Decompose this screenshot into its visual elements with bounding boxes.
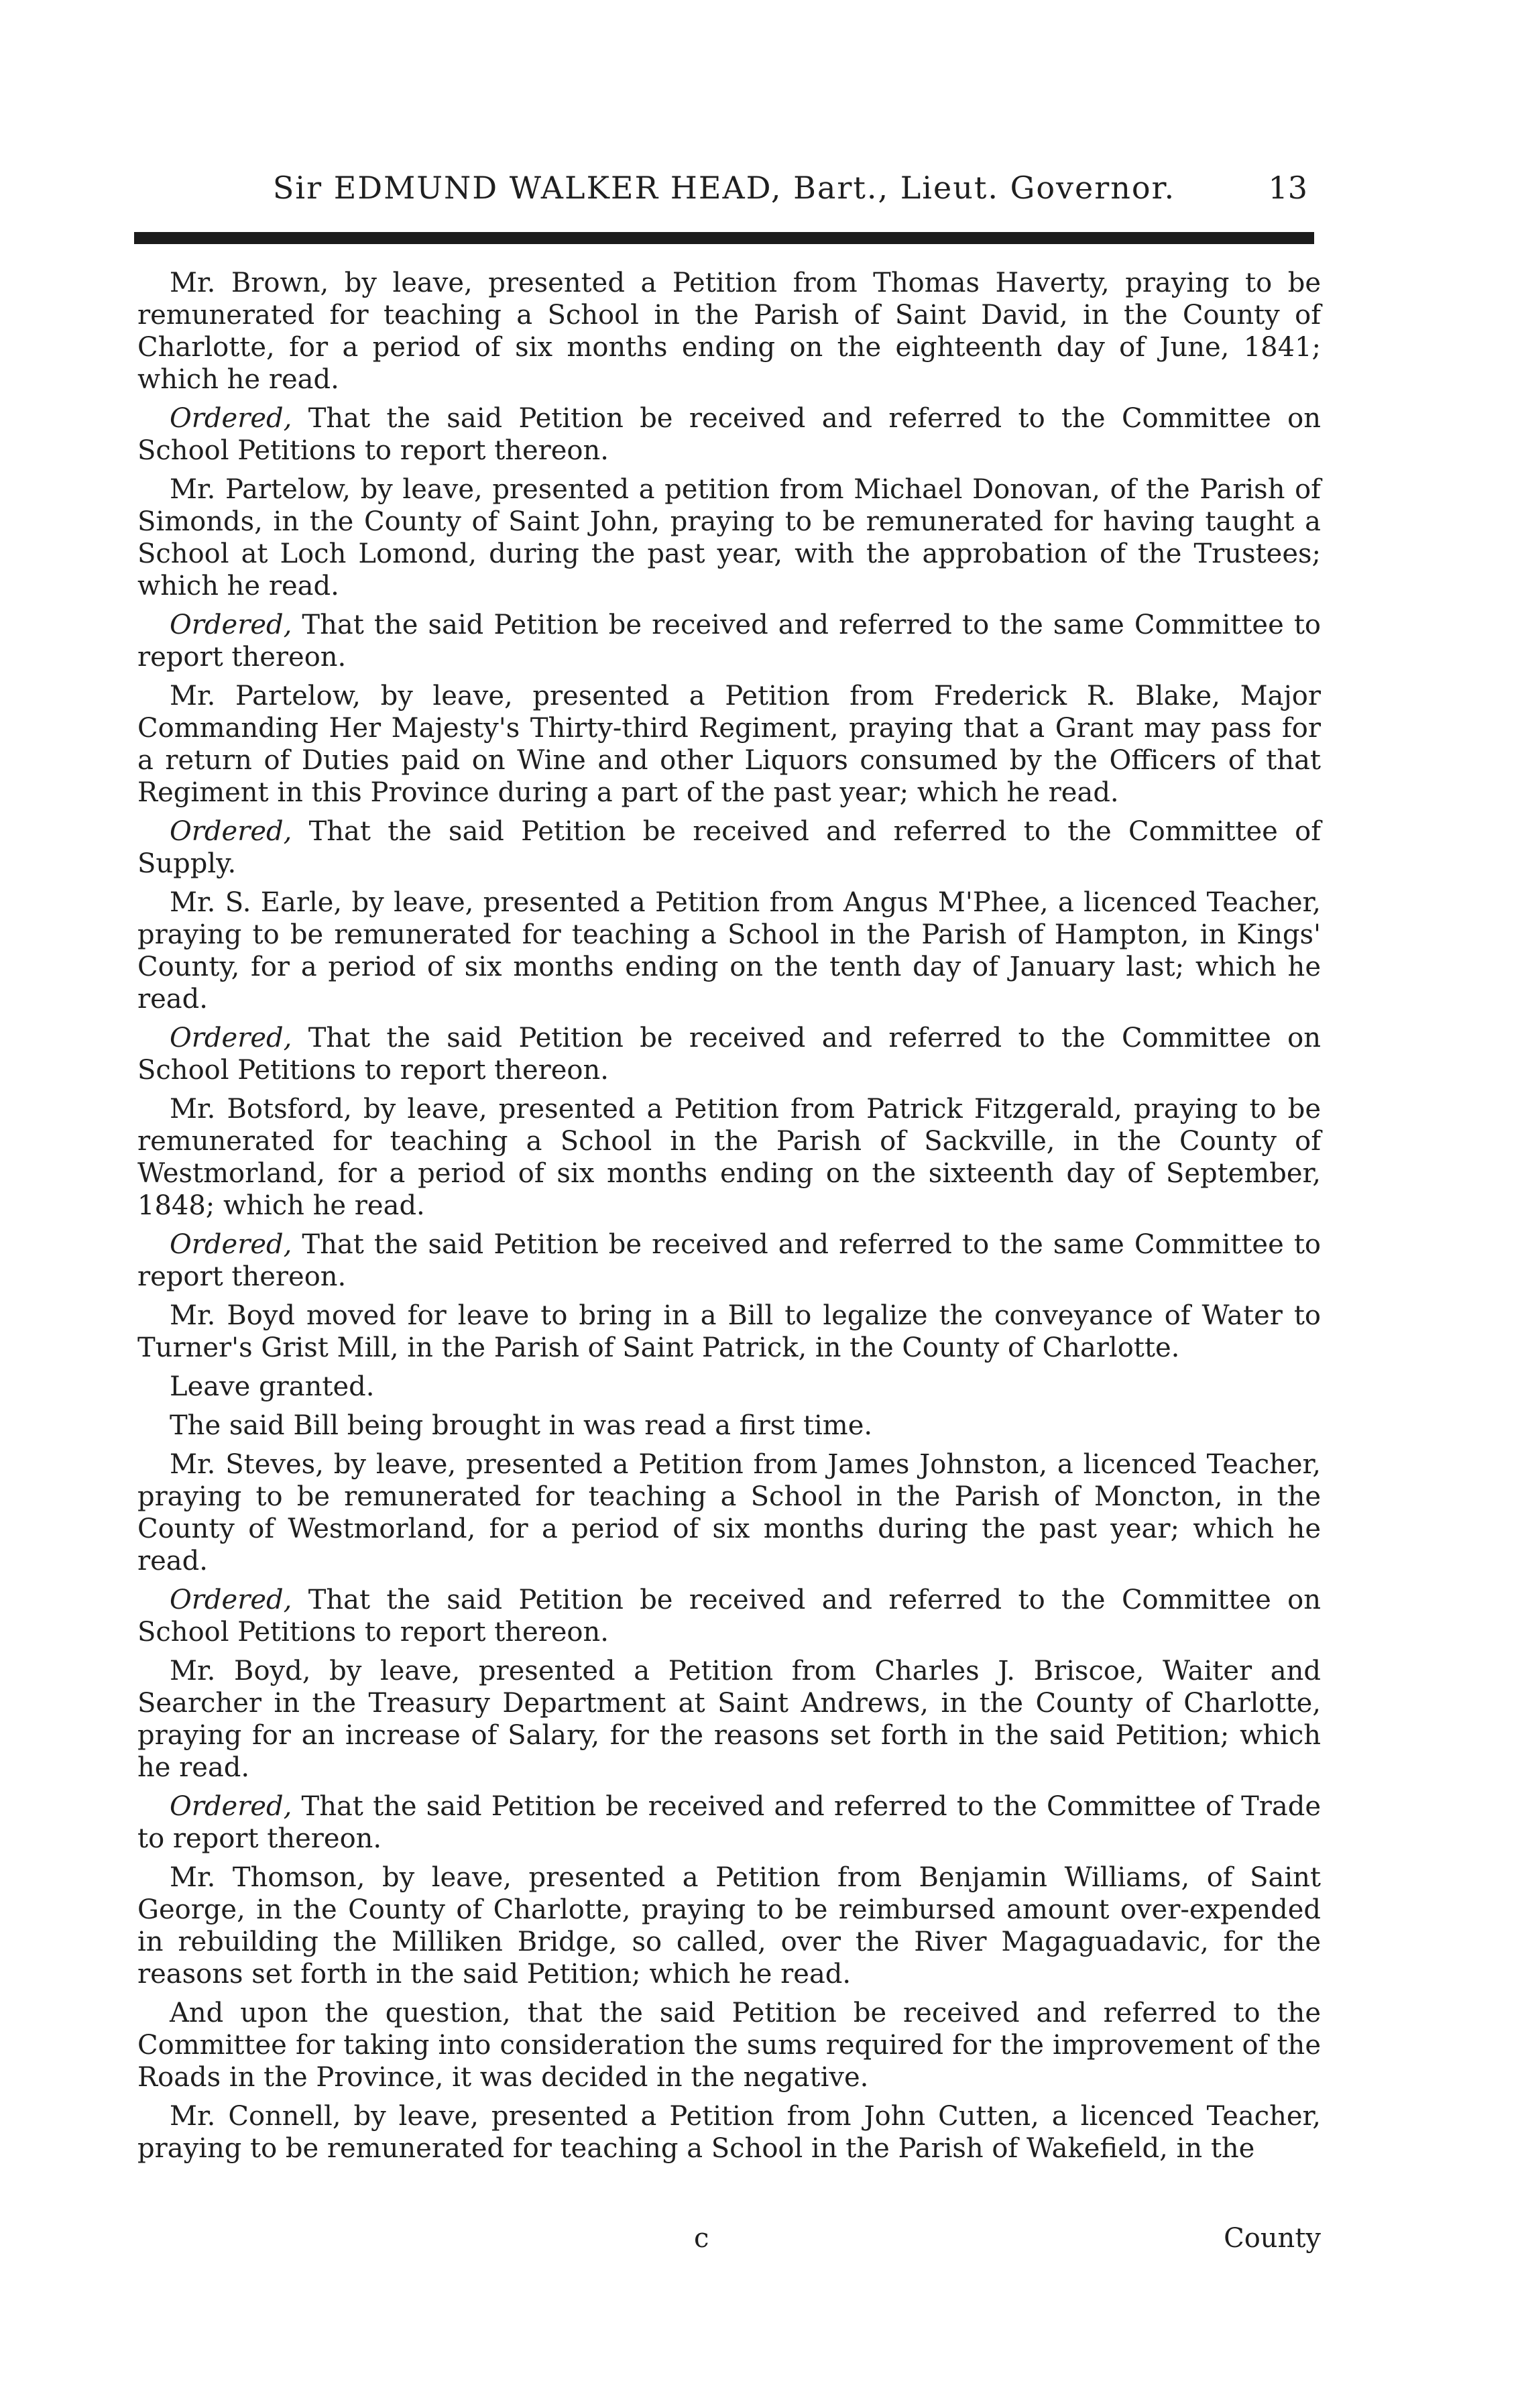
- ordered-label: Ordered,: [170, 1791, 292, 1822]
- paragraph-text: That the said Petition be received and referred to the Committee on School Petitions to report thereon.: [137, 403, 1321, 466]
- paragraph: [137, 1371, 1321, 1403]
- page-footer: [137, 2222, 1321, 2254]
- order-paragraph: [137, 1790, 1321, 1855]
- paragraph: [137, 1861, 1321, 1990]
- order-paragraph: [137, 402, 1321, 467]
- ordered-label: Ordered,: [170, 610, 292, 640]
- paragraph: [137, 1448, 1321, 1577]
- paragraph: [137, 886, 1321, 1015]
- paragraph-text: That the said Petition be received and referred to the Committee of Supply.: [137, 816, 1321, 879]
- paragraph-text: Mr. Botsford, by leave, presented a Petition from Patrick Fitzgerald, praying to be remunerated for teaching a School in the Parish of Sackville, in the County of Westmorland, for a period of six months ending on the sixteenth day of September, 1848; which he read.: [137, 1094, 1321, 1221]
- paragraph: [137, 267, 1321, 396]
- catchword: County: [1224, 2223, 1321, 2254]
- paragraph-text: And upon the question, that the said Petition be received and referred to the Committee for taking into consideration the sums required for the improvement of the Roads in the Province, it was decided in the negative.: [137, 1998, 1321, 2093]
- paragraph: [137, 680, 1321, 809]
- ordered-label: Ordered,: [170, 403, 292, 434]
- paragraph-text: Mr. Boyd moved for leave to bring in a Bill to legalize the conveyance of Water to Turner's Grist Mill, in the Parish of Saint Patrick, in the County of Charlotte.: [137, 1300, 1321, 1363]
- paragraph-text: The said Bill being brought in was read a first time.: [170, 1410, 873, 1441]
- order-paragraph: [137, 1584, 1321, 1648]
- running-head: Sir EDMUND WALKER HEAD, Bart., Lieut. Governor.: [272, 170, 1176, 206]
- ordered-label: Ordered,: [170, 816, 292, 847]
- paragraph: [137, 1997, 1321, 2094]
- paragraph: [137, 1093, 1321, 1222]
- paragraph-text: That the said Petition be received and referred to the Committee on School Petitions to report thereon.: [137, 1023, 1321, 1086]
- paragraph-text: That the said Petition be received and referred to the Committee on School Petitions to report thereon.: [137, 1585, 1321, 1648]
- body-text: [137, 267, 1321, 2165]
- paragraph-text: Mr. Brown, by leave, presented a Petition from Thomas Haverty, praying to be remunerated for teaching a School in the Parish of Saint David, in the County of Charlotte, for a period of six months ending on the eighteenth day of June, 1841; which he read.: [137, 268, 1321, 395]
- paragraph: [137, 1655, 1321, 1784]
- paragraph-text: Mr. Partelow, by leave, presented a Petition from Frederick R. Blake, Major Commanding Her Majesty's Thirty-third Regiment, praying that a Grant may pass for a return of Duties paid on Wine and other Liquors consumed by the Officers of that Regiment in this Province during a part of the past year; which he read.: [137, 681, 1321, 808]
- page-number: 13: [1268, 170, 1307, 206]
- paragraph: [137, 1410, 1321, 1442]
- ordered-label: Ordered,: [170, 1023, 292, 1053]
- ordered-label: Ordered,: [170, 1229, 292, 1260]
- ordered-label: Ordered,: [170, 1585, 292, 1615]
- paragraph-text: Mr. Boyd, by leave, presented a Petition from Charles J. Briscoe, Waiter and Searcher in the Treasury Department at Saint Andrews, in the County of Charlotte, praying for an increase of Salary, for the reasons set forth in the said Petition; which he read.: [137, 1656, 1321, 1783]
- order-paragraph: [137, 815, 1321, 880]
- paragraph-text: Leave granted.: [170, 1371, 375, 1402]
- paragraph-text: Mr. Connell, by leave, presented a Petition from John Cutten, a licenced Teacher, praying to be remunerated for teaching a School in the Parish of Wakefield, in the: [137, 2101, 1321, 2164]
- order-paragraph: [137, 609, 1321, 673]
- paragraph-text: Mr. Steves, by leave, presented a Petition from James Johnston, a licenced Teacher, praying to be remunerated for teaching a School in the Parish of Moncton, in the County of Westmorland, for a period of six months during the past year; which he read.: [137, 1449, 1321, 1576]
- paragraph-text: Mr. Thomson, by leave, presented a Petition from Benjamin Williams, of Saint George, in the County of Charlotte, praying to be reimbursed amount over-expended in rebuilding the Milliken Bridge, so called, over the River Magaguadavic, for the reasons set forth in the said Petition; which he read.: [137, 1862, 1321, 1990]
- paragraph: [137, 473, 1321, 602]
- paragraph: [137, 2100, 1321, 2165]
- signature-mark: c: [694, 2223, 709, 2254]
- header-rule: [134, 232, 1314, 244]
- paragraph-text: Mr. Partelow, by leave, presented a petition from Michael Donovan, of the Parish of Simonds, in the County of Saint John, praying to be remunerated for having taught a School at Loch Lomond, during the past year, with the approbation of the Trustees; which he read.: [137, 474, 1321, 601]
- paragraph-text: That the said Petition be received and referred to the Committee of Trade to report thereon.: [137, 1791, 1321, 1854]
- order-paragraph: [137, 1022, 1321, 1086]
- order-paragraph: [137, 1228, 1321, 1293]
- paragraph-text: That the said Petition be received and referred to the same Committee to report thereon.: [137, 1229, 1321, 1292]
- paragraph: [137, 1300, 1321, 1364]
- paragraph-text: Mr. S. Earle, by leave, presented a Petition from Angus M'Phee, a licenced Teacher, praying to be remunerated for teaching a School in the Parish of Hampton, in Kings' County, for a period of six months ending on the tenth day of January last; which he read.: [137, 887, 1321, 1015]
- paragraph-text: That the said Petition be received and referred to the same Committee to report thereon.: [137, 610, 1321, 673]
- page-header: [134, 166, 1314, 209]
